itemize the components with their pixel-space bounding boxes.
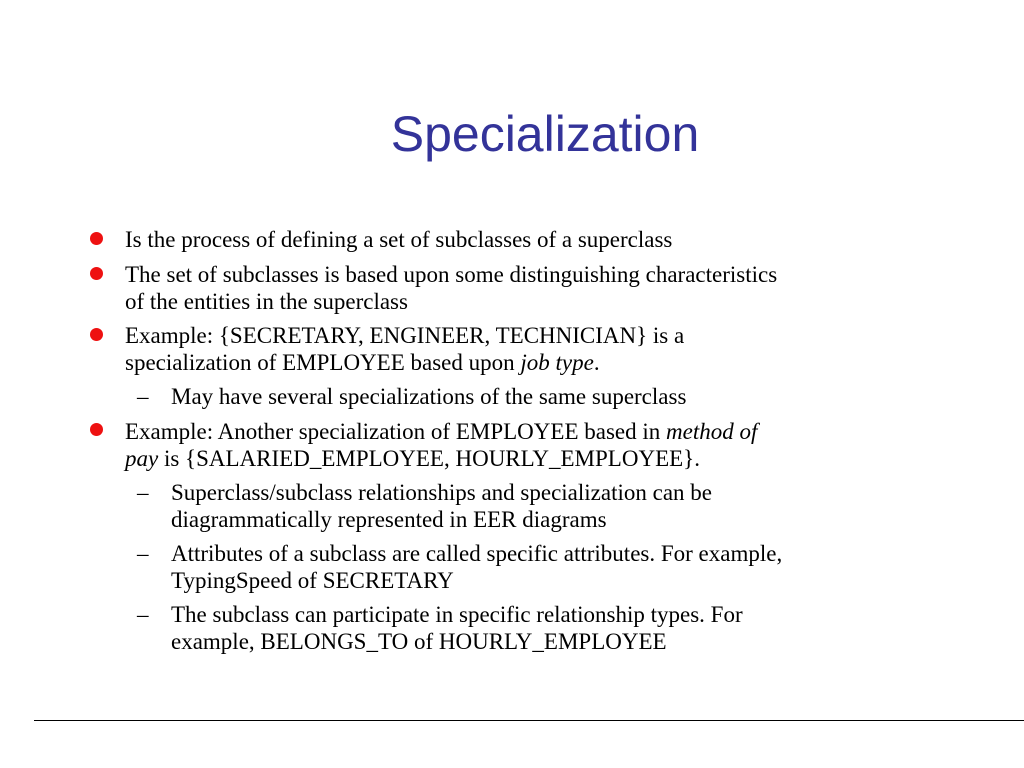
sub-bullet-text: Attributes of a subclass are called specific attributes. For example, [171, 541, 783, 566]
dash-icon: – [137, 480, 149, 505]
bullet-text [125, 445, 700, 473]
bullet-text-emphasis: job type [520, 350, 594, 375]
bullet-text-segment: . [593, 350, 600, 375]
sub-bullet-text: The subclass can participate in specific relationship types. For [171, 602, 743, 627]
sub-bullet-text: May have several specializations of the same superclass [171, 384, 687, 409]
sub-bullet-text: TypingSpeed of SECRETARY [171, 568, 454, 593]
bullet-dot-icon [90, 232, 103, 245]
bullet-text: Example: {SECRETARY, ENGINEER, TECHNICIAN} is a [125, 323, 685, 348]
bullet-text: of the entities in the superclass [125, 289, 408, 314]
bullet-text-segment: is {SALARIED_EMPLOYEE, HOURLY_EMPLOYEE}. [158, 446, 700, 471]
sub-bullet-text: Superclass/subclass relationships and specialization can be [171, 480, 712, 505]
bullet-dot-icon [90, 423, 103, 436]
dash-icon: – [137, 384, 149, 409]
bullet-text [125, 418, 757, 446]
bullet-text: Is the process of defining a set of subclasses of a superclass [125, 227, 673, 252]
dash-icon: – [137, 541, 149, 566]
bullet-text-emphasis: pay [125, 446, 159, 471]
sub-bullet-text: diagrammatically represented in EER diagrams [171, 507, 607, 532]
bullet-dot-icon [90, 267, 103, 280]
bullet-dot-icon [90, 328, 103, 341]
bullet-text: The set of subclasses is based upon some distinguishing characteristics [125, 262, 778, 287]
bullet-text-segment: specialization of EMPLOYEE based upon [125, 350, 521, 375]
sub-bullet-text: example, BELONGS_TO of HOURLY_EMPLOYEE [171, 629, 667, 654]
bullet-text-emphasis: method of [666, 419, 758, 444]
bullet-text [125, 349, 600, 377]
bullet-text-segment: Example: Another specialization of EMPLOYEE based in [125, 419, 667, 444]
footer-divider [34, 720, 1024, 721]
slide-title: Specialization [390, 106, 700, 162]
dash-icon: – [137, 602, 149, 627]
